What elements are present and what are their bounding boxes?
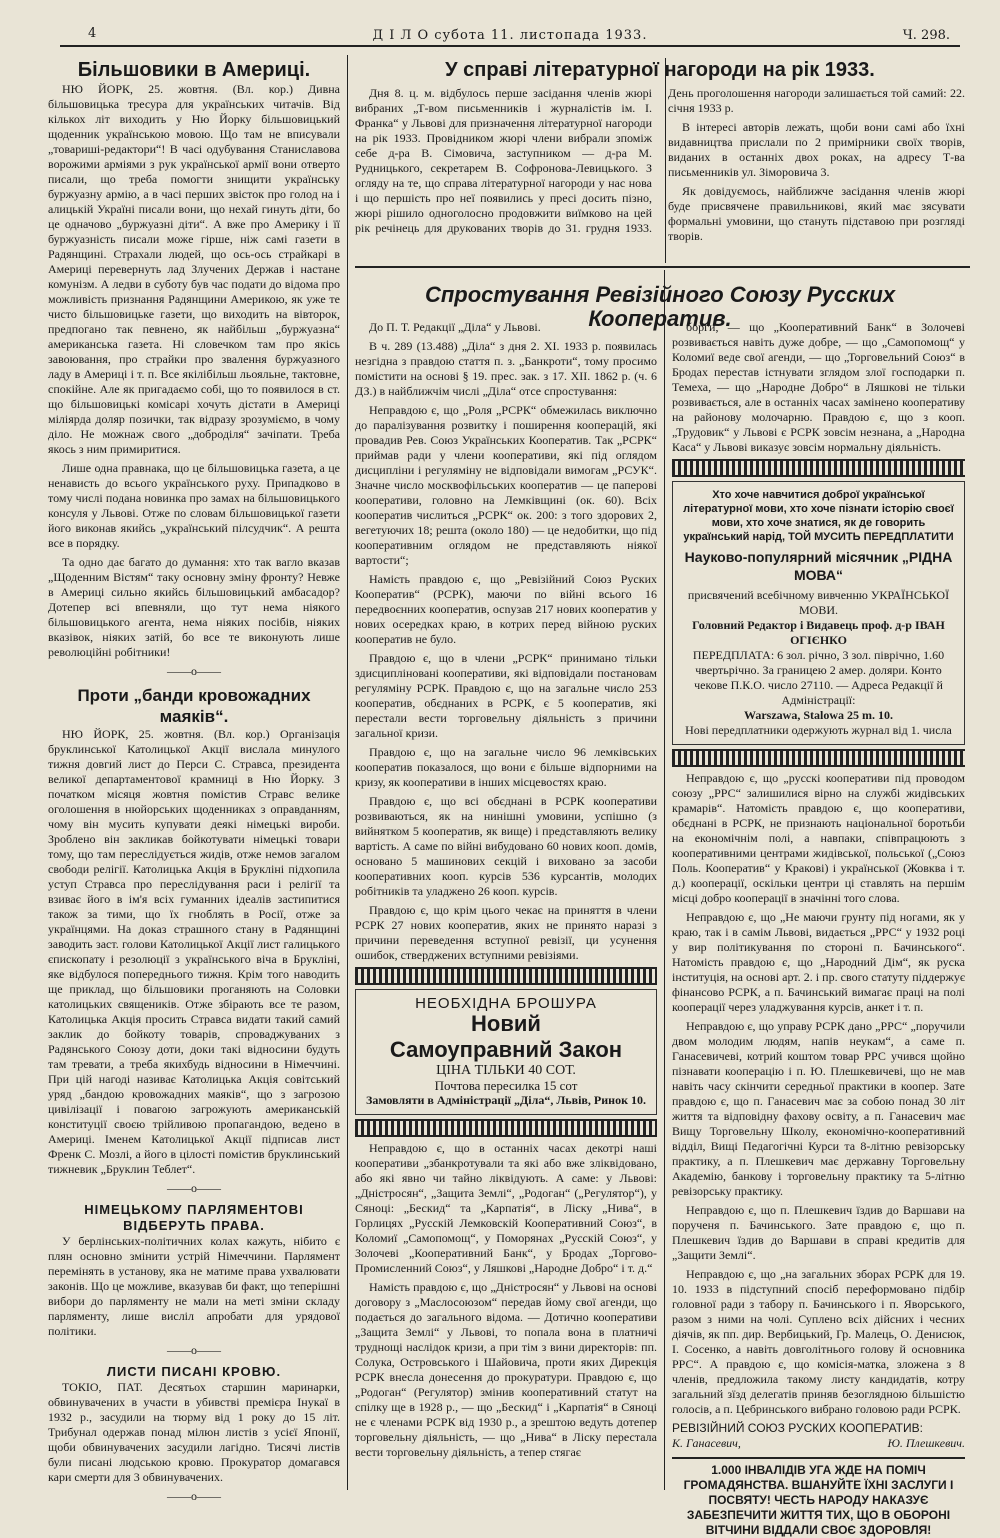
ad-line: НЕОБХІДНА БРОШУРА — [415, 995, 597, 1012]
article-paragraph: Правдою є, що всі обєднані в РСРК кооперативи розвиваються, як на нинішні умовини, успішно (з вийнятком 5 кооператив, як вище) і представляють велику вартість. А саме по війні вибудовано 60 нових кооп. домів, основано 5 машинових секцій і виховано за засоби кооперативних кооп. курсів 536 курсантів, молодих робітників та уладжено 26 кооп. курсів. — [355, 794, 657, 898]
article-paragraph: Неправдою є, що управу РСРК дано „РРС“ „поручили двом молодим людям, напів неукам“, а саме п. Ганасевичеві, котрий коштом товар РРС учився щойно пізнавати кооперацію і п. Ю. Плешкевичеві, що не мав навіть часу скінчити середньої практики в коопер. Зате правдою є, що п. Ганасевич має за собою понад 30 літ життя та відповідну фахову освіту, а п. Ганасевич має Вищу Торговельну Школу, економічно-кооперативний відділ, Вищі Педагогічні Курси та 8-літню ревізорську практику, а п. Плешкевич має державну Торговельну Академію, банкову і торговельну практику та 5-літню ревізорську практику. — [672, 1019, 965, 1198]
article-paragraph: Неправдою є, що в останніх часах декотрі наші кооперативи „збанкротували та які або вже зліквідовано, або які явно чи тайно ліквідують. А саме: у Львові: „Дністросян“, „Защита Землі“, „Родоган“ („Регулятор“), у Сяноці: „Бескид“ та „Карпатія“, в Ліску „Нива“, в Горлицях „Русскій Лемковскій Кооперативний Союз“, в Коломиї „Самопомощ“, у Поморянах „Русскій Союз“, у Золочеві „Кооперативний Банк“, у Бродах „Торгово-Промисленний Союз“, у Ляшкові „Народне Добро“ і т. д.“ — [355, 1141, 657, 1275]
column-divider-right — [664, 270, 665, 1490]
ad-line: Хто хоче навчитися доброї української літературної мови, хто хоче пізнати історію своєї мови, хто хоче знатися, як де говорить український нарід, ТОЙ МУСИТЬ ПЕРЕДПЛАТИТИ — [683, 489, 954, 543]
ad-title: Новий — [471, 1011, 541, 1036]
ad-line: ПЕРЕДПЛАТА: 6 зол. річно, 3 зол. піврічно, 1.60 чвертьрічно. За границею 2 амер. доляри. Конто чекове П.К.О. число 27110. — Адреса Редакції й Адміністрації: — [692, 648, 945, 707]
ad-price: ЦІНА ТІЛЬКИ 40 СОТ. — [436, 1063, 576, 1078]
article-paragraph: Неправдою є, що п. Плешкевич їздив до Варшави на порученя п. Бачинського. Зате правдою є, що п. Плешкевич їздив до Варшави в справі кредитів для „Защити Землі“. — [672, 1203, 965, 1262]
header-rule — [60, 45, 960, 47]
article-paragraph: НЮ ЙОРК, 25. жовтня. (Вл. кор.) Організація бруклинської Католицької Акції вислала минулого тижня довгий лист до Перси С. Стравса, президента великої департаментової крамниці в Ню Йорку. З початком місяця жовтня помістив Стравс велике оголошення в нюйорських щоденниках з оправданням, чому він мусить купувати деякі німецькі вироби. Зроблено він закликав бойкотувати німецькі товари тому, що там переслідується жидів, отже немов загалом свободи релігії. Католицька Акція в Брукліні підхопила уступ Стравса про переслідування раси і релігії та взиває його в ім'я всіх гуманних ідеалів застипитися також за тими, що їх гноблять в Росії, отже за українцями. На доказ страшного стану в Радянщині заводить заст. голови Католицької Акції лист галицького єпископату і резолюції з українського віча в Брукліні, яке відбулося попереднього тижня. Крім того наводить ще приклад, що більшовики проганяють на Соловки католицьких священиків. Отже збірають все те разом, Католицька Акція просить Стравса видати такий самий заклик до бойкоту товарів, спроваджуваних з Радянського Союзу доти, доки такі відносини будуть там тревати, а треба якихбудь відносини в Німеччині. При цій нагоді називає Католицька Акція совітський уряд „бандою кровожадних маяків“, що з загрозою цивілізації і повагою загрожують американській конституції своєю трійливою пропагандою, ведено в Америці. Іменем Католицької Акції підписав лист Френк С. Мозлі, а його в цілості помістив бруклинський тижневик „Бруклин Теблет“. — [48, 727, 340, 1176]
article-title: Більшовики в Америці. — [77, 59, 311, 81]
ornament-border — [355, 967, 657, 985]
signature-name: К. Ганасевич, — [672, 1436, 741, 1450]
section-rule — [355, 266, 970, 268]
column-divider-left — [347, 55, 348, 1490]
ornament-border — [672, 459, 965, 477]
article-title: ЛИСТИ ПИСАНІ КРОВЮ. — [106, 1364, 282, 1379]
signature-organization: РЕВІЗІЙНИЙ СОЮЗ РУСКИХ КООПЕРАТИВ: — [672, 1421, 923, 1435]
brochure-advertisement — [355, 989, 657, 1115]
article-title: Спростування Ревізійного Союзу Русских Кооператив. — [424, 282, 896, 331]
article-paragraph: Неправдою є, що „Не маючи грунту під ногами, як у краю, так і в самім Львові, видається „РРС“ у 1932 році у вир політикування по стороні п. Бачинського“. Натомість правдою є, що „Народний Дім“, як руска інституція, на основі арт. 2. і пр. свого статуту піддержує фінансово РСРК, а п. Бачинський вимагає праці на полі кооперації через уладжування курсів, анкет і т. п. — [672, 910, 965, 1014]
article-paragraph: Правдою є, що крім цього чекає на приняття в члени РСРК 27 нових кооператив, яких не принято наразі з причини переведення вступної ревізії, ци усунення ошибок, стверджених вступними ревізіями. — [355, 903, 657, 962]
article-paragraph: Неправдою є, що „русскі кооперативи під проводом союзу „РРС“ залишилися вірно на службі жидівських крамарів“. Натомість правдою є, що кооперативи, обєднані в РСРК, не признають національної боротьби на економічнім полі, а навпаки, співпрацюють з кооперативними центрами жидівської, польської („Союз Поль. Кооператив“ у Кракові) і української (Жовква і т. д.) кооперації, оскільки центри ці ставлять на першім місці добро кооперації в значінні того слова. — [672, 771, 965, 905]
column-left — [48, 58, 340, 1503]
column-right — [672, 320, 965, 1537]
article-title: У справі літературної нагороди на рік 1933. — [445, 59, 875, 81]
article-paragraph: Неправдою є, що „на загальних зборах РСРК для 19. 10. 1933 в підступний спосіб переформовано підбір головної ради з табору п. Бачинського і п. Яворського, разом з ними на чолі. Суплено всіх дійсних і чесних діячів, як пп. дир. Вербицький, Гр. Малець, О. Денисюк, І. Сосенко, а навіть довголітнього голову й основника РРС“. А правдою є, що комісія-матка, зложена з 8 членів, предложила такому листу кандидатів, котру загальний зїзд делегатів приняв безоглядною більшістю голосів, а п. Цебринського вибрано головою ради РСРК. — [672, 1267, 965, 1416]
ad-order-info: Замовляти в Адміністрації „Діла“, Львів, Ринок 10. — [366, 1093, 646, 1107]
article-paragraph: В інтересі авторів лежать, щоби вони самі або їхні видавництва прислали по 2 примірники своїх творів, виданих в останніх двох роках, на адресу Т-ва письменників ул. Зіморовича 3. — [668, 120, 965, 179]
address-line: До П. Т. Редакції „Діла“ у Львові. — [369, 320, 541, 334]
separator: ——o—— — [167, 664, 221, 678]
article-paragraph: Намість правдою є, що „Дністросян“ у Львові на основі договору з „Маслосоюзом“ передав йому свої агенди, що подається до загального відома. — Дотично кооперативи „Защита Землі“ у Львові, то попала вона в платничі труднощі наслідок кризи, а при тім з вини директорів: пп. Солука, Островського і Шайовича, проти яких Дирекція РСРК внесла донесення до прокуратури. Правдою є, що „Родоган“ (Регулятор) змінив кооперативний статут на спілку ще в 1928 р., — що „Бескид“ і „Карпатія“ в Сяноці не є членами РСРК від 1930 р., а зрештою ведуть дотепер торговельну діяльність, — що „Нива“ в Ліску перестала вести торговельну діяльність, а тепер стягає — [355, 1280, 657, 1459]
article-paragraph: У берлінських-політичних колах кажуть, нібито є плян основно змінити устрій Німеччини. Парлямент перемінять в установу, яка не матиме права ухвалювати законів. Що це можливе, вказував би факт, що теперішні вибори до парляменту не мали на меті зміни складу парляменту, лише висліл апробати для урядової політики. — [48, 1234, 340, 1338]
ad-address: Warszawa, Stalowa 25 m. 10. — [744, 708, 893, 722]
invalids-notice: 1.000 ІНВАЛІДІВ УГА ЖДЕ НА ПОМІЧ ГРОМАДЯНСТВА. ВШАНУЙТЕ ЇХНІ ЗАСЛУГИ І ПОСВЯТУ! ЧЕСТЬ НАРОДУ НАКАЗУЄ ЗАБЕЗПЕЧИТИ ЖИТТЯ ТИХ, ЩО В ОБОРОНІ ВІТЧИНИ ВІДДАЛИ СВОЄ ЗДОРОВЛЯ! — [672, 1457, 965, 1538]
article-paragraph: Як довідуємось, найближче засідання членів жюрі буде присвячене правильникові, який має зясувати формальні умовини, що стануть підставою при розгляді творів. — [668, 184, 965, 243]
signature-names — [672, 1436, 965, 1451]
page-header — [60, 26, 960, 46]
article-paragraph: Неправдою є, що „Роля „РСРК“ обмежилась виключно до паралізування розвитку і поширення кооперацій, які провадив Рев. Союз Українських Кооператив. Так „РСРК“ приймав ради у члени кооперативи, які під оглядом дисципліни і регуляміну не відповідали вимогам „РСУК“. Значне число москвофільських кооператив — це паперові кооперативи, головно на Лемківщині (ок. 60). Всіх кооператив числиться „РСРК“ ок. 200: з того здорових 2, вегетуючих 18; решта (около 180) — це недобитки, що під кооперативним оглядом не представляють ніякої вартости“; — [355, 403, 657, 567]
ornament-border — [672, 749, 965, 767]
article-title: НІМЕЦЬКОМУ ПАРЛЯМЕНТОВІ ВІДБЕРУТЬ ПРАВА. — [84, 1202, 304, 1233]
article-body — [355, 86, 965, 244]
article-paragraph: Лише одна правнака, що це більшовицька газета, а це ненависть до всього українського руху. Припадково в тому числі подана новинка про замах на більшовицького консуля у Львові. Отже по словам більшовицької газети його виконав якийсь „український пілсудчик“. А решта все в порядку. — [48, 461, 340, 550]
article-title: Проти „банди кровожадних маяків“. — [77, 686, 311, 726]
ad-title: Науково-популярний місячник „РІДНА МОВА“ — [684, 549, 953, 583]
article-paragraph: В ч. 289 (13.488) „Діла“ з дня 2. XI. 1933 р. появилась незгідна з правдою стаття п. з. „Банкроти“, тому просимо помістити на основі § 19. прес. зак. з 17. XII. 1862 р. (ч. 6 ДЗ.) в найближчім числі „Діла“ отсе спростування: — [355, 339, 657, 398]
masthead: Д І Л О субота 11. листопада 1933. — [372, 28, 648, 43]
article-paragraph: НЮ ЙОРК, 25. жовтня. (Вл. кор.) Дивна більшовицька тресура для українських читачів. Від кількох літ виходить у Ню Йорку більшовицький щоденник українською мовою. Що там не вписували „товариші-редактори“! В часі одубування Станиславова ворожими арміями з рук української армії вони отверто писали, що треба помогти знищити українську буржуазну армію, а в часі перших звісток про голод на і алицькій Україні писали вони, що нехай гинуть діти, бо це одначово „буржуазні діти“. А вже про Америку і її буржуазність писали може гірше, ніж самі газети в Радянщині. Страхали людей, що ось-ось страйкарі в Америці перевернуть лад Злучених Держав і настане комунізм. А ледви в суботу був час подати до відома про можливість признання Радянщини Америкою, як уже те чисто більшовицьке газети, що виходить на вівторок, предпогано так певнено, як найбільш „буржуазна“ американська газета. Ні словечком там про якісь завоювання, про страйки про звалення буржуазного ладу в Америці і т. п. Все якілібільш льояльне, тактовне, спокійне. Але як пригадаємо собі, що то появилося в ст. що більшовицькі комісарі хочуть дістати в Америці міліярда доляр позички, так відразу зрозуміємо, в чому діло. Не можнаж свого „доброділя“ зачіпати. Треба якось з ним примиритися. — [48, 82, 340, 456]
page-number: 4 — [88, 26, 97, 41]
article-paragraph: ТОКІО, ПАТ. Десятьох старшин маринарки, обвинувачених в участи в убивстві премієра Інукаї в 1932 р., засудили на тюрму від 1 року до 15 літ. Трибунал одержав понад мілюн листів з усієї Японії, щоби обвинувачених засудили лагідно. Тисячі листів були писані людською кровю. Прокуратор домагався кари смерти для 3 обвинувачених. — [48, 1380, 340, 1484]
literary-prize-article — [355, 58, 965, 263]
article-paragraph: Правдою є, що на загальне число 96 лемківських кооператив показалося, що вони є більше відпорними на кризу, як кооперативи в інших місцевостях краю. — [355, 745, 657, 789]
ad-postage: Почтова пересилка 15 сот — [434, 1078, 578, 1093]
column-middle — [355, 320, 657, 1490]
signature-name: Ю. Плешкевич. — [887, 1436, 965, 1450]
ad-line: присвячений всебічному вивченню УКРАЇНСЬКОЇ МОВИ. — [687, 588, 950, 617]
article-paragraph: Правдою є, що в члени „РСРК“ принимано тільки здисципліновані кооперативи, які відповідали постановам регуляміну РСРК. Правдою є, що на загальне число 253 кооператив, обєднаних в РСРК, є 5 кооператив, які перестали вести торговельну діяльність з причини загальної кризи. — [355, 651, 657, 740]
article-paragraph: борги, — що „Кооперативний Банк“ в Золочеві розвивається навіть дуже добре, — що „Самопомощ“ у Коломиї веде свої агенди, — що „Торговельний Союз“ в Бродах перестав істнувати зглядом злої господарки п. Темеха, — що „Народне Добро“ в Ляшкові не тільки розвивається, але в останніх часах замінено кооперативу на районову молочарню. Правдою є, що з кооп. „Трудовик“ у Львові є РСРК зовсім незнана, а „Народна Каса“ у Львові виказує зовсім нормальну діяльність. — [672, 320, 965, 454]
article-paragraph: Та одно дає багато до думання: хто так вагло вказав „Щоденним Вістям“ таку основну зміну фронту? Невже в Америці сильно якийсь більшовицький амбасадор? Дотепер всі впевняли, що тут нема ніякого більшовицького агента, нема ніяких посібів, ніяких вказівок, ніяких затій, бо все те виконують лише революційні робітники! — [48, 555, 340, 659]
issue-number: Ч. 298. — [902, 28, 950, 43]
separator: ——o—— — [167, 1343, 221, 1357]
ridna-mova-advertisement — [672, 481, 965, 745]
separator: ——o—— — [167, 1489, 221, 1503]
ad-line: Головний Редактор і Видавець проф. д-р ІВАН ОГІЄНКО — [692, 618, 945, 647]
ornament-border — [355, 1119, 657, 1137]
ad-title: Самоуправний Закон — [389, 1037, 623, 1062]
article-paragraph: Дня 8. ц. м. відбулось перше засідання членів жюрі вибраних „Т-вом письменників і журналістів ім. І. Франка“ у Львові для призначення літературної нагороди на рік 1933. Провідником жюрі члени вибрали зпоміж себе д-ра В. Сімовича, заступником — д-ра М. Рудницького, секретарем В. Софронова-Левицького. З огляду на те, що справа літературної нагороди у нас нова і що першість про неї появились у пресі досить пізно, жюрі рішило одноголосно продовжити виїмково на цей рік речінець для друкованих творів до 31. грудня 1933. День проголошення нагороди залишається той самий: 22. січня 1933 р. — [355, 86, 965, 235]
ad-line: Нові передплатники одержують журнал від 1. числа — [685, 723, 952, 737]
separator: ——o—— — [167, 1181, 221, 1195]
article-paragraph: Намість правдою є, що „Ревізійний Союз Руских Кооператив“ (РСРК), маючи по війні всього 16 передвоєнних кооператив, осnyзав 217 нових кооператив у нових осередках краю, в котрих перед війною руских кооператив не було. — [355, 572, 657, 646]
